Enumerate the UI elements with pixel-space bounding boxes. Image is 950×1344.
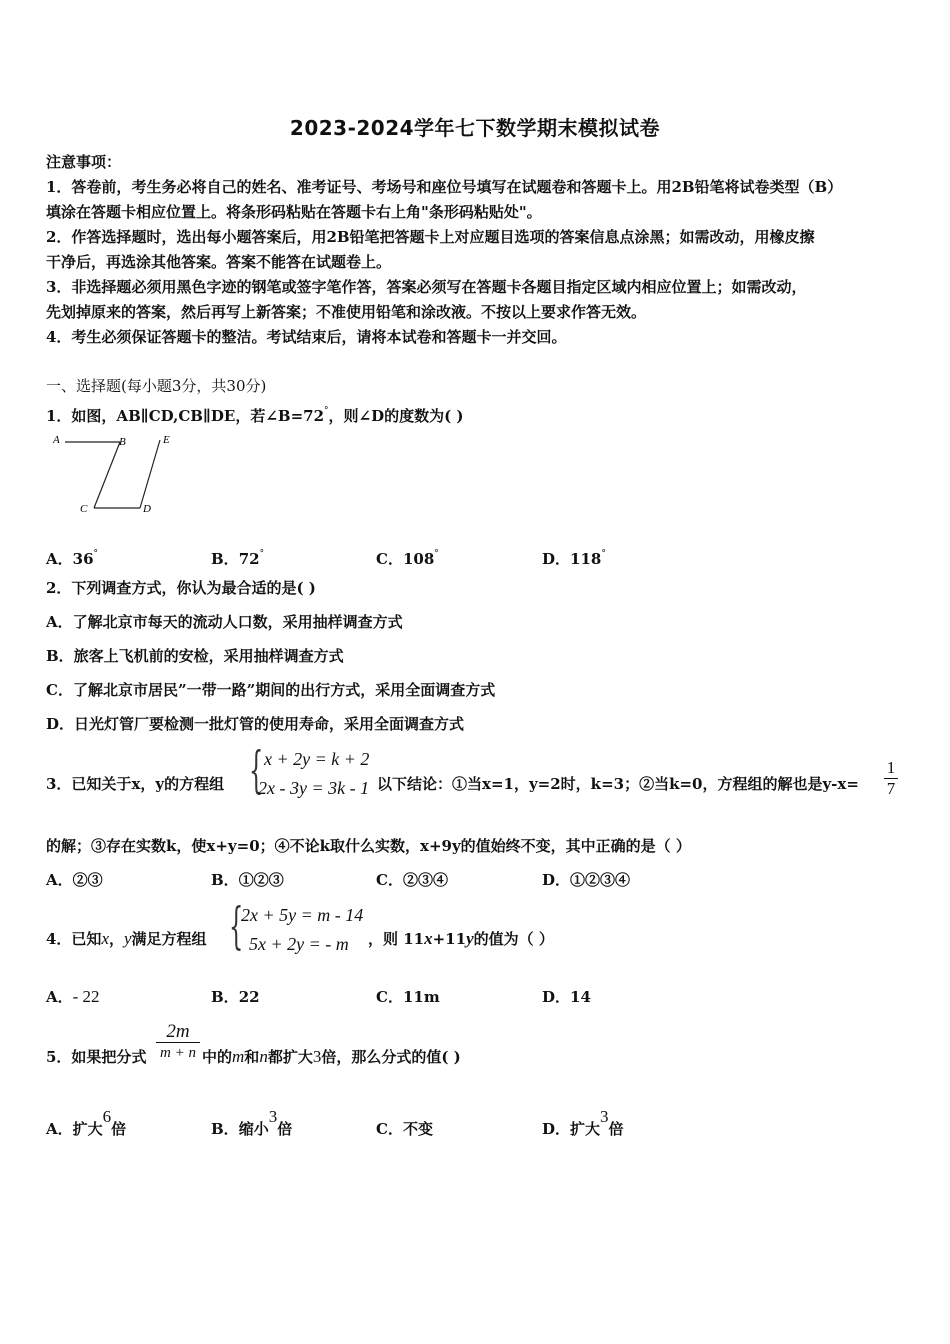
q1-option-b[interactable]: B．72° (211, 549, 265, 568)
equation-brace: { (229, 897, 244, 955)
notice-line: 先划掉原来的答案，然后再写上新答案；不准使用铅笔和涂改液。不按以上要求作答无效。 (46, 303, 647, 321)
q3-fraction: 1 7 (884, 758, 898, 799)
question-5-stem-b: 中的m和n都扩大3倍，那么分式的值( ) (202, 1047, 461, 1066)
q5-option-c[interactable]: C．不变 (376, 1120, 433, 1138)
notice-line: 干净后，再选涂其他答案。答案不能答在试题卷上。 (46, 253, 392, 271)
notice-line: 3．非选择题必须用黑色字迹的钢笔或签字笔作答，答案必须写在答题卡各题目指定区域内相应位置上；如需改动， (46, 278, 807, 296)
figure-label-c: C (80, 503, 88, 515)
question-3-stem-c: 的解；③存在实数k，使x+y=0；④不论k取什么实数，x+9y的值始终不变，其中正确的是（ ） (46, 837, 691, 855)
q1-option-a[interactable]: A．36° (46, 549, 99, 568)
q4-equation-2: 5x + 2y = - m (249, 934, 349, 954)
question-1-stem: 1．如图，AB∥CD,CB∥DE，若∠B=72°，则∠D的度数为( ) (46, 406, 464, 425)
notice-heading: 注意事项： (46, 153, 122, 171)
section-heading: 一、选择题(每小题3分，共30分) (46, 377, 267, 395)
question-3-stem-a: 3．已知关于x，y的方程组 (46, 775, 225, 793)
q4-option-b[interactable]: B．22 (211, 988, 260, 1006)
q5-option-a[interactable]: A．扩大6倍 (46, 1107, 127, 1138)
question-4-stem-b: ，则 11x+11y的值为（ ） (368, 929, 554, 948)
q5-option-b[interactable]: B．缩小3倍 (211, 1107, 293, 1138)
q3-option-a[interactable]: A．②③ (46, 871, 103, 889)
q4-option-c[interactable]: C．11m (376, 988, 440, 1006)
q4-option-d[interactable]: D．14 (542, 988, 591, 1006)
notice-line: 2．作答选择题时，选出每小题答案后，用2B铅笔把答题卡上对应题目选项的答案信息点涂黑；如需改动，用橡皮擦 (46, 228, 815, 246)
q5-fraction: 2m m + n (156, 1022, 200, 1063)
q3-equation-2: 2x - 3y = 3k - 1 (258, 778, 370, 798)
figure-label-e: E (163, 434, 170, 446)
notice-line: 填涂在答题卡相应位置上。将条形码粘贴在答题卡右上角"条形码粘贴处"。 (46, 203, 542, 221)
question-2-stem: 2．下列调查方式，你认为最合适的是( ) (46, 579, 316, 597)
page-title: 2023-2024学年七下数学期末模拟试卷 (289, 116, 661, 140)
equation-brace: { (249, 741, 264, 799)
q3-option-d[interactable]: D．①②③④ (542, 871, 631, 889)
q3-equation-1: x + 2y = k + 2 (264, 749, 370, 769)
notice-line: 1．答卷前，考生务必将自己的姓名、准考证号、考场号和座位号填写在试题卷和答题卡上。用2B铅笔将试卷类型（B） (46, 178, 843, 196)
q4-option-a[interactable]: A．- 22 (46, 987, 100, 1006)
q1-option-c[interactable]: C．108° (376, 549, 439, 568)
question-5-stem-a: 5．如果把分式 (46, 1048, 147, 1066)
question-4-stem-a: 4．已知x，y满足方程组 (46, 929, 207, 948)
question-3-stem-b: 以下结论：①当x=1，y=2时，k=3；②当k=0，方程组的解也是y-x= (377, 775, 859, 793)
figure-label-b: B (119, 436, 126, 448)
q5-option-d[interactable]: D．扩大3倍 (542, 1107, 624, 1138)
q2-option-d[interactable]: D．日光灯管厂要检测一批灯管的使用寿命，采用全面调查方式 (46, 715, 465, 733)
q3-option-b[interactable]: B．①②③ (211, 871, 284, 889)
q4-equation-1: 2x + 5y = m - 14 (241, 905, 364, 925)
q1-option-d[interactable]: D．118° (542, 549, 606, 568)
notice-line: 4．考生必须保证答题卡的整洁。考试结束后，请将本试卷和答题卡一并交回。 (46, 328, 567, 346)
q2-option-a[interactable]: A．了解北京市每天的流动人口数，采用抽样调查方式 (46, 613, 403, 631)
q2-option-c[interactable]: C．了解北京市居民”一带一路”期间的出行方式，采用全面调查方式 (46, 681, 496, 699)
figure-label-d: D (143, 503, 151, 515)
parallelogram-figure (46, 428, 186, 520)
figure-label-a: A (53, 434, 60, 446)
q3-option-c[interactable]: C．②③④ (376, 871, 448, 889)
q2-option-b[interactable]: B．旅客上飞机前的安检，采用抽样调查方式 (46, 647, 344, 665)
